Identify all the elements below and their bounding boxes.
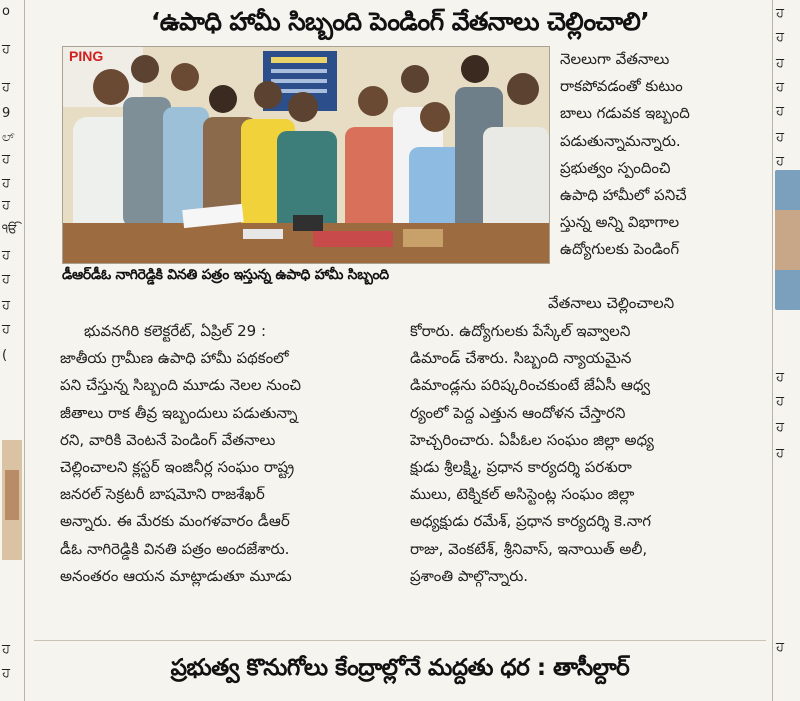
left-fragment: ಲ್ [2, 130, 15, 145]
left-fragment: ਹ [2, 152, 10, 167]
text-line: జాతీయ గ్రామీణ ఉపాధి హామీ పథకంలో [60, 349, 289, 368]
left-neighbour-column [0, 0, 25, 701]
left-fragment: ( [2, 348, 8, 363]
left-fragment: ਹ [2, 666, 10, 681]
photo-illustration [63, 47, 549, 263]
text-line: పడుతున్నామన్నారు. [560, 131, 681, 150]
left-fragment: ਹ [2, 198, 10, 213]
text-line: ఉపాధి హామీలో పనిచే [560, 185, 687, 204]
section-divider [34, 640, 766, 641]
left-fragment: ਹ [2, 298, 10, 313]
left-fragment: ਹ [2, 272, 10, 287]
text-line: అన్నారు. ఈ మేరకు మంగళవారం డీఆర్ [60, 512, 290, 531]
article-body-left [60, 318, 394, 590]
text-line: క్షుడు శ్రీలక్ష్మి, ప్రధాన కార్యదర్శి పరశురా [410, 457, 632, 476]
right-fragment: ਹ [776, 370, 784, 385]
text-line: డిమాండ్ చేశారు. సిబ్బంది న్యాయమైన [410, 349, 632, 368]
dateline: భువనగిరి కలెక్టరేట్, ఏప్రిల్ 29 : [84, 322, 266, 340]
text-line: ప్రశాంతి పాల్గొన్నారు. [410, 566, 529, 585]
left-fragment: ਹ [2, 322, 10, 337]
news-photo [62, 46, 550, 264]
right-fragment: ਹ [776, 640, 784, 655]
right-fragment: ਹ [776, 6, 784, 21]
text-line: అనంతరం ఆయన మాట్లాడుతూ మూడు [60, 566, 292, 585]
left-fragment: ੴ [2, 222, 18, 237]
left-photo-fragment [2, 440, 22, 560]
text-line: డీఓ నాగిరెడ్డికి వినతి పత్రం అందజేశారు. [60, 539, 290, 558]
second-article-headline: ప్రభుత్వ కొనుగోలు కేంద్రాల్లోనే మద్దతు ధర : తాసీల్దార్ [170, 655, 630, 681]
text-line: ములు, టెక్నికల్ అసిస్టెంట్ల సంఘం జిల్లా [410, 485, 635, 504]
text-line: స్తున్న అన్ని విభాగాల [560, 213, 680, 232]
right-fragment: ਹ [776, 154, 784, 169]
left-fragment: ਹ [2, 176, 10, 191]
right-fragment: ਹ [776, 80, 784, 95]
text-line: అధ్యక్షుడు రమేశ్, ప్రధాన కార్యదర్శి కె.నాగ [410, 512, 652, 531]
right-fragment: ਹ [776, 130, 784, 145]
text-line: బాలు గడువక ఇబ్బంది [560, 104, 690, 123]
left-fragment: ਹ [2, 42, 10, 57]
right-fragment: ਹ [776, 104, 784, 119]
left-fragment: ਹ [2, 248, 10, 263]
article-headline: ‘ఉపాధి హామీ సిబ్బంది పెండింగ్ వేతనాలు చెల్లించాలి’ [150, 7, 650, 36]
text-line: పని చేస్తున్న సిబ్బంది మూడు నెలల నుంచి [60, 376, 302, 395]
left-fragment: o [2, 4, 10, 19]
article-body-right [410, 318, 750, 590]
text-line: రాకపోవడంతో కుటుం [560, 77, 683, 96]
banner-text: PING [69, 48, 104, 64]
text-beside-photo-cont [548, 290, 748, 317]
text-line: హెచ్చరించారు. ఏపీఓల సంఘం జిల్లా అధ్య [410, 430, 654, 449]
left-fragment: ਹ [2, 642, 10, 657]
right-fragment: ਹ [776, 446, 784, 461]
right-photo-fragment [775, 170, 800, 310]
text-line: చెల్లించాలని క్లస్టర్ ఇంజినీర్ల సంఘం రాష్ట్ర [60, 457, 295, 476]
photo-caption: డీఆర్‌డీఓ నాగిరెడ్డికి వినతి పత్రం ఇస్తున్న ఉపాధి హామీ సిబ్బంది [62, 267, 389, 283]
left-fragment: 9 [2, 106, 11, 121]
text-beside-photo [560, 46, 748, 264]
text-line: నెలలుగా వేతనాలు [560, 50, 670, 68]
text-line: ర్యంలో పెద్ద ఎత్తున ఆందోళన చేస్తారని [410, 403, 626, 422]
right-fragment: ਹ [776, 420, 784, 435]
text-line: ప్రభుత్వం స్పందించి [560, 158, 671, 177]
text-line: జనరల్ సెక్రటరీ బాషమోని రాజశేఖర్ [60, 485, 265, 504]
text-line: జీతాలు రాక తీవ్ర ఇబ్బందులు పడుతున్నా [60, 403, 298, 422]
text-line: ఉద్యోగులకు పెండింగ్ [560, 240, 680, 259]
right-fragment: ਹ [776, 30, 784, 45]
right-neighbour-column [772, 0, 800, 701]
right-fragment: ਹ [776, 56, 784, 71]
text-line: వేతనాలు చెల్లించాలని [548, 294, 675, 312]
text-line: రని, వారికి వెంటనే పెండింగ్ వేతనాలు [60, 430, 276, 449]
text-line: కోరారు. ఉద్యోగులకు పేస్కేల్ ఇవ్వాలని [410, 322, 631, 340]
text-line: డిమాండ్లను పరిష్కరించకుంటే జేఏసీ ఆధ్వ [410, 376, 651, 395]
right-fragment: ਹ [776, 394, 784, 409]
text-line: రాజు, వెంకటేశ్, శ్రీనివాస్, ఇనాయిత్ అలీ, [410, 539, 648, 558]
left-fragment: ਹ [2, 80, 10, 95]
